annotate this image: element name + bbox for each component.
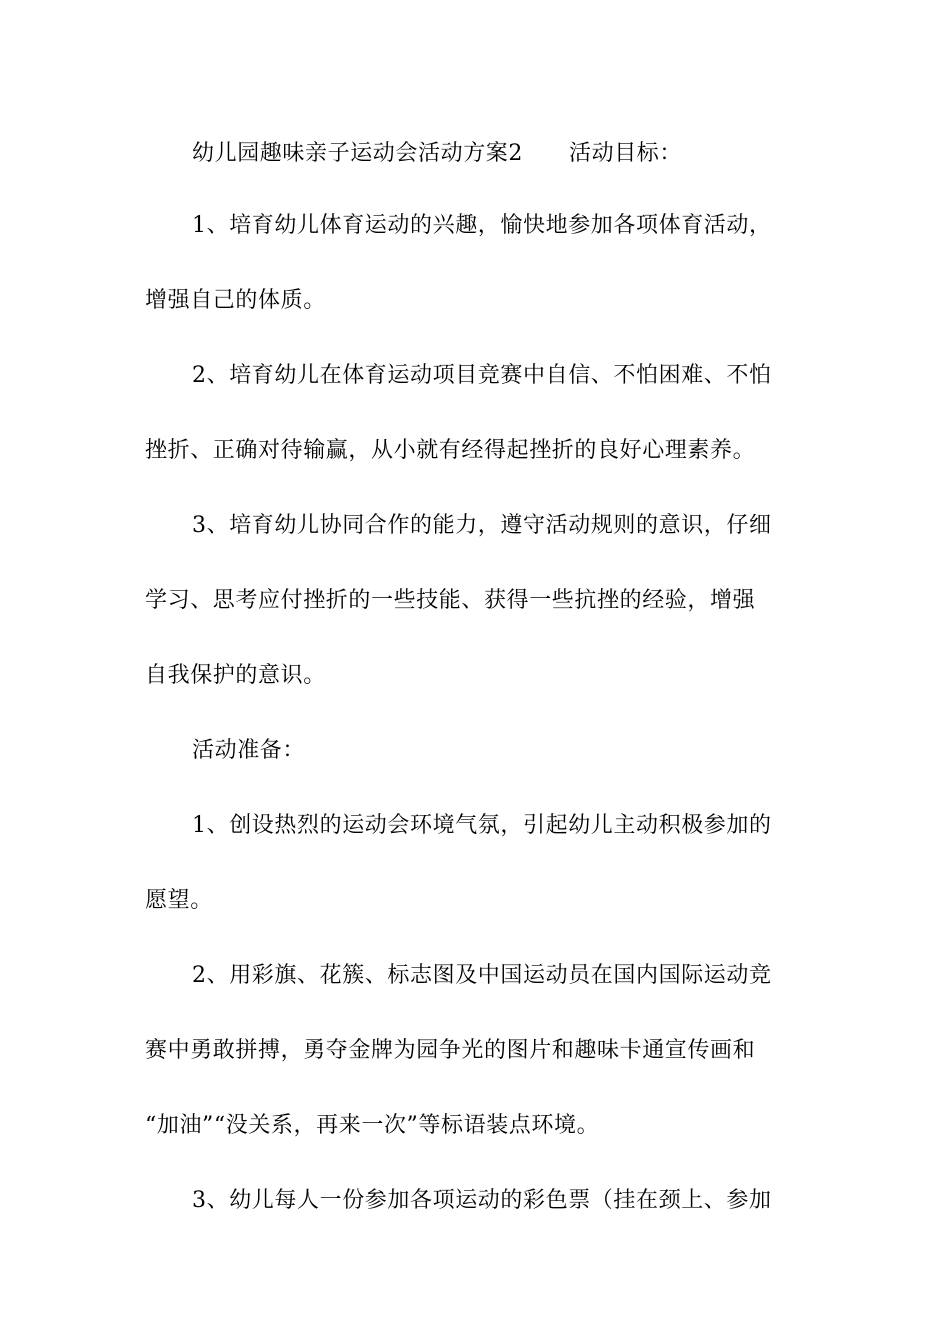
document-title: 幼儿园趣味亲子运动会活动方案2	[192, 141, 523, 166]
paragraph-line: “加油”“没关系，再来一次”等标语装点环境。	[145, 1113, 600, 1138]
paragraph-line: 学习、思考应付挫折的一些技能、获得一些抗挫的经验，增强	[145, 588, 756, 613]
paragraph-line: 1、创设热烈的运动会环境气氛，引起幼儿主动积极参加的	[192, 813, 772, 838]
paragraph-line: 3、培育幼儿协同合作的能力，遵守活动规则的意识，仔细	[192, 513, 772, 538]
paragraph-line: 1、培育幼儿体育运动的兴趣，愉快地参加各项体育活动，	[192, 213, 772, 238]
paragraph-line: 赛中勇敢拼搏，勇夺金牌为园争光的图片和趣味卡通宣传画和	[145, 1038, 756, 1063]
paragraph-line: 增强自己的体质。	[145, 288, 326, 313]
paragraph-line: 自我保护的意识。	[145, 663, 326, 688]
paragraph-line: 2、培育幼儿在体育运动项目竞赛中自信、不怕困难、不怕	[192, 363, 772, 388]
paragraph-line: 3、幼儿每人一份参加各项运动的彩色票（挂在颈上、参加	[192, 1188, 772, 1213]
paragraph-line: 2、用彩旗、花簇、标志图及中国运动员在国内国际运动竞	[192, 963, 772, 988]
section-heading-goals: 活动目标：	[569, 141, 683, 166]
paragraph-line: 愿望。	[145, 888, 213, 913]
section-heading-preparation: 活动准备：	[192, 738, 306, 763]
paragraph-line: 挫折、正确对待输赢，从小就有经得起挫折的良好心理素养。	[145, 438, 756, 463]
title-line	[192, 140, 862, 168]
